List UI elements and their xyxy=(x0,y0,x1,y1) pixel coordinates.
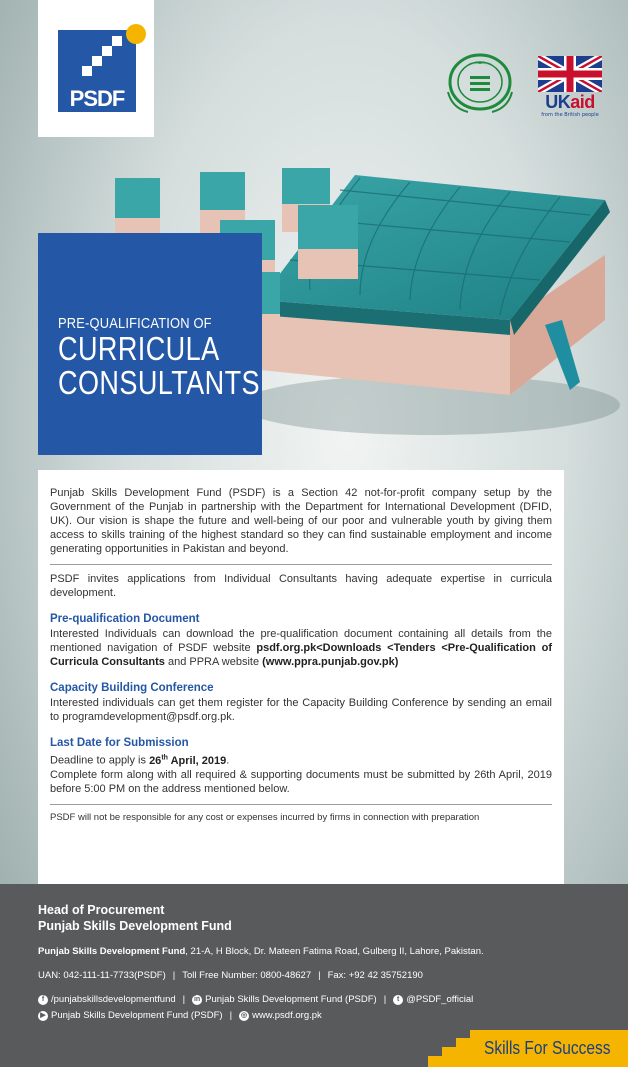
prequal-text-mid: and PPRA website xyxy=(164,656,263,668)
invite-paragraph: PSDF invites applications from Individual Consultants having adequate expertise in curricula development. xyxy=(50,573,552,599)
deadline-day-suffix: th xyxy=(161,754,168,761)
deadline-date xyxy=(149,755,226,767)
prequal-paragraph xyxy=(50,627,552,669)
content-panel xyxy=(38,470,564,884)
ukaid-wordmark xyxy=(538,92,602,113)
prequal-heading: Pre-qualification Document xyxy=(50,613,200,625)
prequal-text-start: Interested Individuals can download the pre-qualification document containing all details from the mentioned navigation of PSDF website xyxy=(50,628,552,654)
logo-step xyxy=(82,66,92,76)
ukaid-logo xyxy=(538,56,602,122)
fax-number: Fax: +92 42 35752190 xyxy=(327,970,423,981)
linkedin-link[interactable]: Punjab Skills Development Fund (PSDF) xyxy=(205,994,377,1005)
union-flag-icon xyxy=(538,56,602,92)
deadline-line xyxy=(50,751,552,768)
separator: | xyxy=(172,970,176,981)
social-row xyxy=(38,992,473,1008)
footer-social xyxy=(38,992,473,1024)
title-small: PRE-QUALIFICATION OF xyxy=(58,315,212,332)
logo-step xyxy=(112,36,122,46)
address-org: Punjab Skills Development Fund xyxy=(38,946,186,957)
psdf-logo xyxy=(38,0,154,137)
social-row xyxy=(38,1008,473,1024)
intro-paragraph: Punjab Skills Development Fund (PSDF) is a Section 42 not-for-profit company setup by the Government of the Punjab in partnership with the Department for International Development (DFID, UK). Our vision is shape the future and well-being of our poor and vulnerable youth by giving them access to skills training of the highest standard so they can find sustainable employment and income generating opportunities in Pakistan and beyond. xyxy=(50,487,552,555)
ukaid-uk: UK xyxy=(545,92,571,112)
deadline-end: . xyxy=(226,754,230,767)
twitter-icon: t xyxy=(393,995,403,1005)
separator: | xyxy=(182,994,186,1005)
tagline xyxy=(470,1030,628,1067)
ppra-website: (www.ppra.punjab.gov.pk) xyxy=(262,656,399,668)
punjab-government-seal-icon xyxy=(442,52,518,116)
deadline-month-year: April, 2019 xyxy=(167,754,227,767)
logo-step xyxy=(102,46,112,56)
deadline-heading: Last Date for Submission xyxy=(50,737,189,749)
footer-head-line1: Head of Procurement xyxy=(38,903,165,917)
footer xyxy=(0,884,628,1067)
facebook-icon: f xyxy=(38,995,48,1005)
globe-icon: ◎ xyxy=(241,1012,248,1019)
ukaid-aid: aid xyxy=(570,92,595,112)
separator: | xyxy=(383,994,387,1005)
title-line1: CURRICULA xyxy=(58,330,220,367)
address-rest: , 21-A, H Block, Dr. Mateen Fatima Road, Gulberg II, Lahore, Pakistan. xyxy=(185,946,484,957)
separator: | xyxy=(318,970,321,981)
facebook-link[interactable]: /punjabskillsdevelopmentfund xyxy=(51,994,176,1005)
youtube-link[interactable]: Punjab Skills Development Fund (PSDF) xyxy=(51,1010,223,1021)
twitter-link[interactable]: @PSDF_official xyxy=(406,994,474,1005)
conference-heading: Capacity Building Conference xyxy=(50,682,214,694)
deadline-day: 26 xyxy=(149,754,162,767)
ukaid-subtitle: from the British people xyxy=(541,112,599,118)
prequal-navigation-path: psdf.org.pk<Downloads <Tenders <Pre-Qualification of Curricula Consultants xyxy=(50,642,553,668)
sun-icon xyxy=(126,24,146,44)
deadline-detail: Complete form along with all required & supporting documents must be submitted by 26th April, 2019 before 5:00 PM on the address mentioned below. xyxy=(50,768,552,795)
uan-number: UAN: 042-111-11-7733(PSDF) xyxy=(38,970,166,981)
footer-head-line2: Punjab Skills Development Fund xyxy=(38,919,232,933)
divider xyxy=(50,804,552,805)
psdf-logo-text: PSDF xyxy=(69,86,125,111)
footer-address xyxy=(38,946,484,957)
title-line2: CONSULTANTS xyxy=(58,364,260,401)
divider xyxy=(50,564,552,565)
tagline-text: Skills For Success xyxy=(484,1038,611,1058)
separator: | xyxy=(229,1010,233,1021)
disclaimer: PSDF will not be responsible for any cost or expenses incurred by firms in connection with preparation xyxy=(50,811,480,823)
deadline-text: Deadline to apply is xyxy=(50,754,150,767)
linkedin-icon: in xyxy=(193,996,201,1003)
footer-phone-row xyxy=(38,970,423,981)
title-box xyxy=(38,233,262,455)
toll-free-number: Toll Free Number: 0800-48627 xyxy=(182,970,312,981)
youtube-icon: ▶ xyxy=(38,1011,48,1021)
website-link[interactable]: www.psdf.org.pk xyxy=(252,1010,322,1021)
conference-paragraph: Interested individuals can get them register for the Capacity Building Conference by sending an email to programdevelopment@psdf.org.pk. xyxy=(50,697,552,723)
logo-step xyxy=(92,56,102,66)
footer-heading xyxy=(38,902,232,934)
